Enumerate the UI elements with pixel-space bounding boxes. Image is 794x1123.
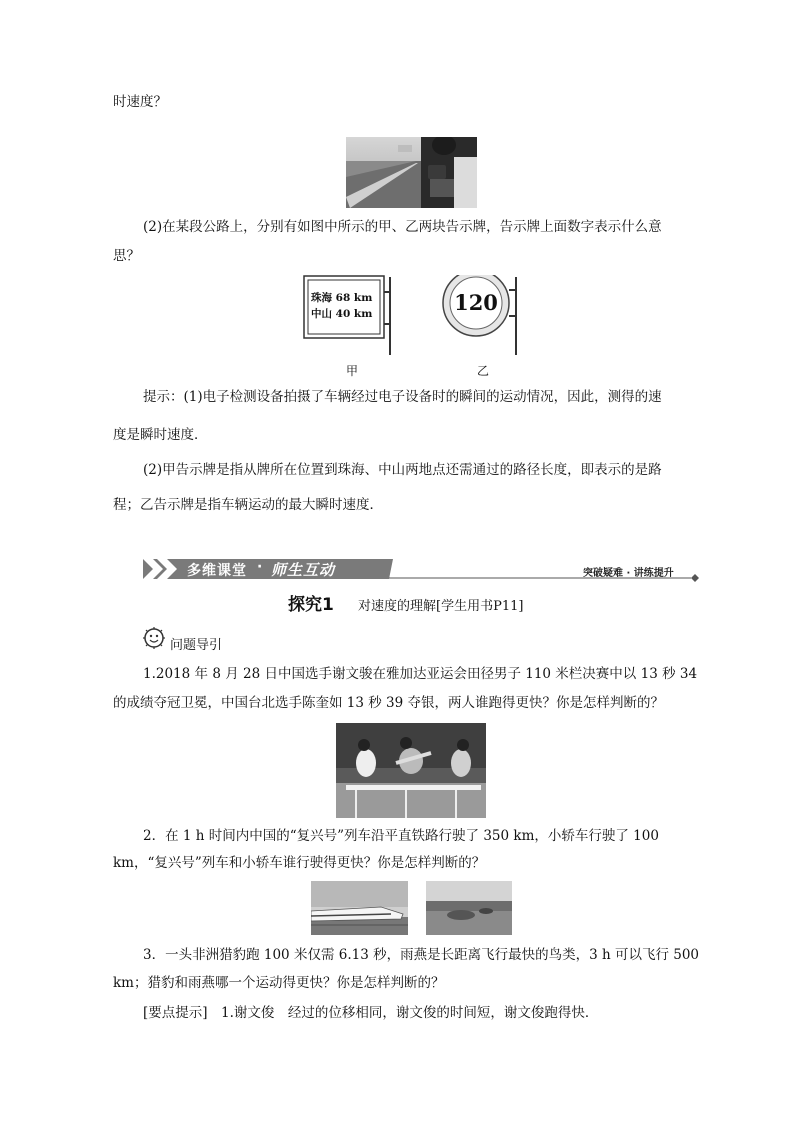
section-banner	[143, 556, 703, 582]
text-line: km，“复兴号”列车和小轿车谁行驶得更快？你是怎样判断的？	[113, 855, 486, 871]
sign-text-zhuhai: 珠海 68 km	[311, 292, 373, 304]
text-line: 3．一头非洲猎豹跑 100 米仅需 6.13 秒，雨燕是长距离飞行最快的鸟类，3 h 可以飞行 500	[143, 947, 700, 963]
speed-camera-photo	[346, 137, 477, 208]
text-line: (2)在某段公路上，分别有如图中所示的甲、乙两块告示牌，告示牌上面数字表示什么意	[143, 219, 662, 235]
text-line: 提示：(1)电子检测设备拍摄了车辆经过电子设备时的瞬间的运动情况，因此，测得的速	[143, 389, 662, 405]
sign-label-a: 甲	[346, 364, 359, 378]
key-hint: [要点提示] 1.谢文俊 经过的位移相同，谢文俊的时间短，谢文俊跑得快．	[143, 1005, 599, 1021]
section-heading-subtitle: 对速度的理解[学生用书P11]	[358, 599, 524, 614]
text-line: 2．在 1 h 时间内中国的“复兴号”列车沿平直铁路行驶了 350 km，小轿车行驶了 100	[143, 828, 659, 844]
hurdles-photo	[336, 723, 486, 818]
text-line: 1.2018 年 8 月 28 日中国选手谢文骏在雅加达亚运会田径男子 110 米栏决赛中以 13 秒 34	[143, 666, 698, 682]
text-line: (2)甲告示牌是指从牌所在位置到珠海、中山两地点还需通过的路径长度，即表示的是路	[143, 462, 662, 478]
banner-title-left: 多维课堂	[187, 563, 247, 579]
distance-sign	[303, 275, 395, 355]
text-line: km；猎豹和雨燕哪一个运动得更快？你是怎样判断的？	[113, 975, 445, 991]
text-line: 思？	[113, 248, 140, 264]
banner-title-right: 师生互动	[271, 561, 336, 579]
section-heading: 探究1	[288, 595, 334, 615]
text-line: 度是瞬时速度．	[113, 427, 208, 443]
text-line: 时速度？	[113, 94, 167, 110]
text-line: 的成绩夺冠卫冕，中国台北选手陈奎如 13 秒 39 夺银，两人谁跑得更快？你是怎样判断的？	[113, 695, 665, 711]
car-photo	[426, 881, 512, 935]
smiley-icon	[143, 627, 165, 649]
banner-right-text: 突破疑难 · 讲练提升	[583, 568, 674, 579]
speed-limit-value: 120	[454, 290, 498, 315]
banner-dot: ·	[257, 559, 263, 575]
sign-text-zhongshan: 中山 40 km	[311, 308, 373, 320]
subheading: 问题导引	[170, 638, 223, 653]
speed-limit-sign	[440, 275, 522, 355]
text-line: 程；乙告示牌是指车辆运动的最大瞬时速度．	[113, 497, 383, 513]
train-photo	[311, 881, 408, 935]
sign-label-b: 乙	[477, 364, 490, 378]
